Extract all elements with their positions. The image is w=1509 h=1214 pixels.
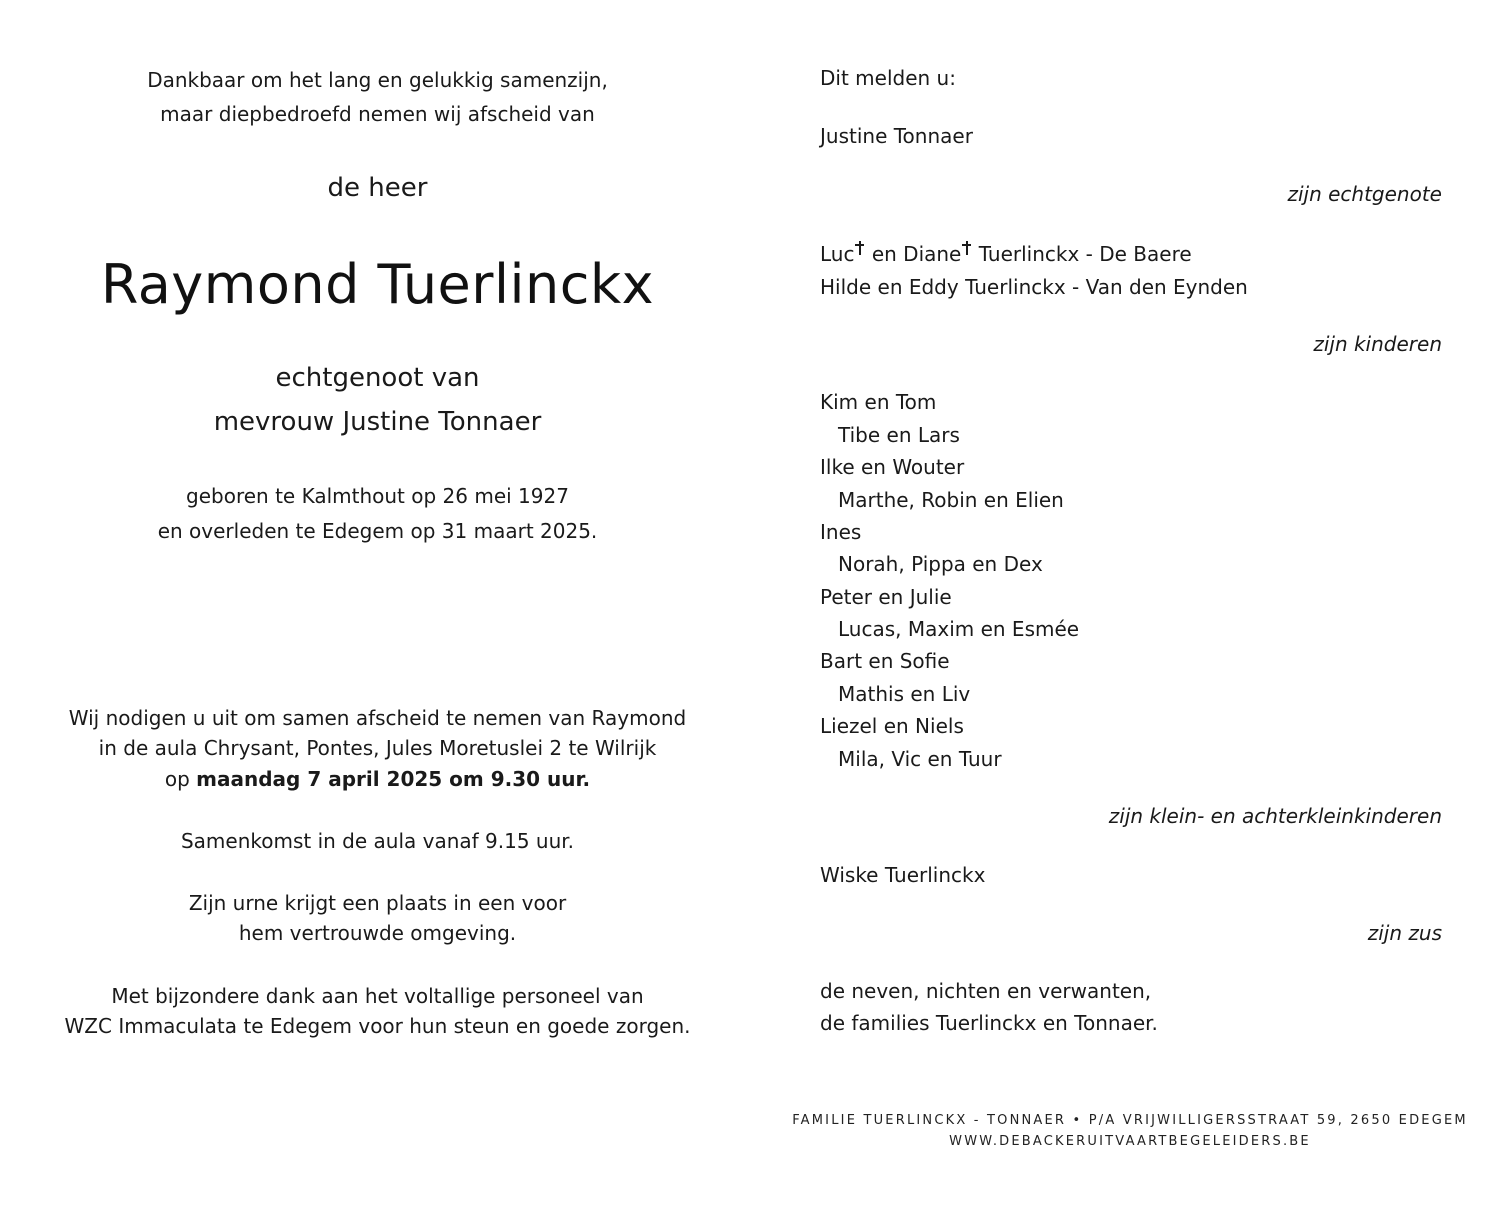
grandchildren-item: Kim en Tom: [820, 390, 937, 414]
grandchildren-item: Mathis en Liv: [838, 682, 971, 706]
invitation-line-1: Wij nodigen u uit om samen afscheid te nemen van Raymond: [68, 706, 687, 730]
deceased-name: Raymond Tuerlinckx: [100, 253, 655, 316]
intro-line-2: maar diepbedroefd nemen wij afscheid van: [160, 102, 595, 126]
spouse-line-2: mevrouw Justine Tonnaer: [213, 407, 542, 437]
invitation-line-2: in de aula Chrysant, Pontes, Jules Moretuslei 2 te Wilrijk: [98, 736, 657, 760]
grandchildren-item: Tibe en Lars: [838, 423, 960, 447]
grandchildren-item: Bart en Sofie: [820, 649, 950, 673]
grandchildren-item: Peter en Julie: [820, 585, 952, 609]
footer-website[interactable]: WWW.DEBACKERUITVAARTBEGELEIDERS.BE: [949, 1134, 1311, 1149]
grandchildren-item: Ilke en Wouter: [820, 455, 965, 479]
cross-icon: [962, 241, 971, 255]
grandchildren-item: Ines: [820, 520, 862, 544]
gathering-line: Samenkomst in de aula vanaf 9.15 uur.: [180, 829, 575, 853]
family-line-2: de families Tuerlinckx en Tonnaer.: [820, 1011, 1158, 1035]
child-name-luc: Luc: [820, 242, 855, 266]
sister-relation: zijn zus: [1367, 921, 1442, 945]
invitation-date: maandag 7 april 2025 om 9.30 uur.: [196, 767, 591, 791]
child-name-diane: en Diane: [871, 242, 962, 266]
children-relation: zijn kinderen: [1313, 332, 1442, 356]
thanks-line-1: Met bijzondere dank aan het voltallige personeel van: [111, 984, 644, 1008]
spouse-line-1: echtgenoot van: [275, 363, 480, 393]
title-prefix: de heer: [327, 173, 428, 203]
urn-line-2: hem vertrouwde omgeving.: [238, 921, 517, 945]
sister-name: Wiske Tuerlinckx: [820, 863, 986, 887]
grandchildren-relation: zijn klein- en achterkleinkinderen: [1108, 804, 1442, 828]
children-line-2: Hilde en Eddy Tuerlinckx - Van den Eynden: [820, 275, 1248, 299]
spouse-name: Justine Tonnaer: [820, 124, 973, 148]
cross-icon: [855, 241, 864, 255]
birth-line: geboren te Kalmthout op 26 mei 1927: [186, 484, 569, 508]
invitation-date-prefix: op: [164, 767, 190, 791]
thanks-line-2: WZC Immaculata te Edegem voor hun steun en goede zorgen.: [64, 1014, 691, 1038]
child-surname: Tuerlinckx - De Baere: [978, 242, 1192, 266]
grandchildren-item: Mila, Vic en Tuur: [838, 747, 1002, 771]
grandchildren-item: Marthe, Robin en Elien: [838, 488, 1064, 512]
footer-address: FAMILIE TUERLINCKX - TONNAER • P/A VRIJWILLIGERSSTRAAT 59, 2650 EDEGEM: [792, 1113, 1468, 1128]
announcement-heading: Dit melden u:: [820, 66, 956, 90]
grandchildren-item: Liezel en Niels: [820, 714, 964, 738]
family-line-1: de neven, nichten en verwanten,: [820, 979, 1152, 1003]
spouse-relation: zijn echtgenote: [1287, 182, 1442, 206]
grandchildren-item: Norah, Pippa en Dex: [838, 552, 1043, 576]
children-line-1: [820, 239, 1192, 269]
intro-line-1: Dankbaar om het lang en gelukkig samenzijn,: [147, 68, 608, 92]
grandchildren-item: Lucas, Maxim en Esmée: [838, 617, 1080, 641]
death-line: en overleden te Edegem op 31 maart 2025.: [157, 519, 598, 543]
urn-line-1: Zijn urne krijgt een plaats in een voor: [188, 891, 567, 915]
